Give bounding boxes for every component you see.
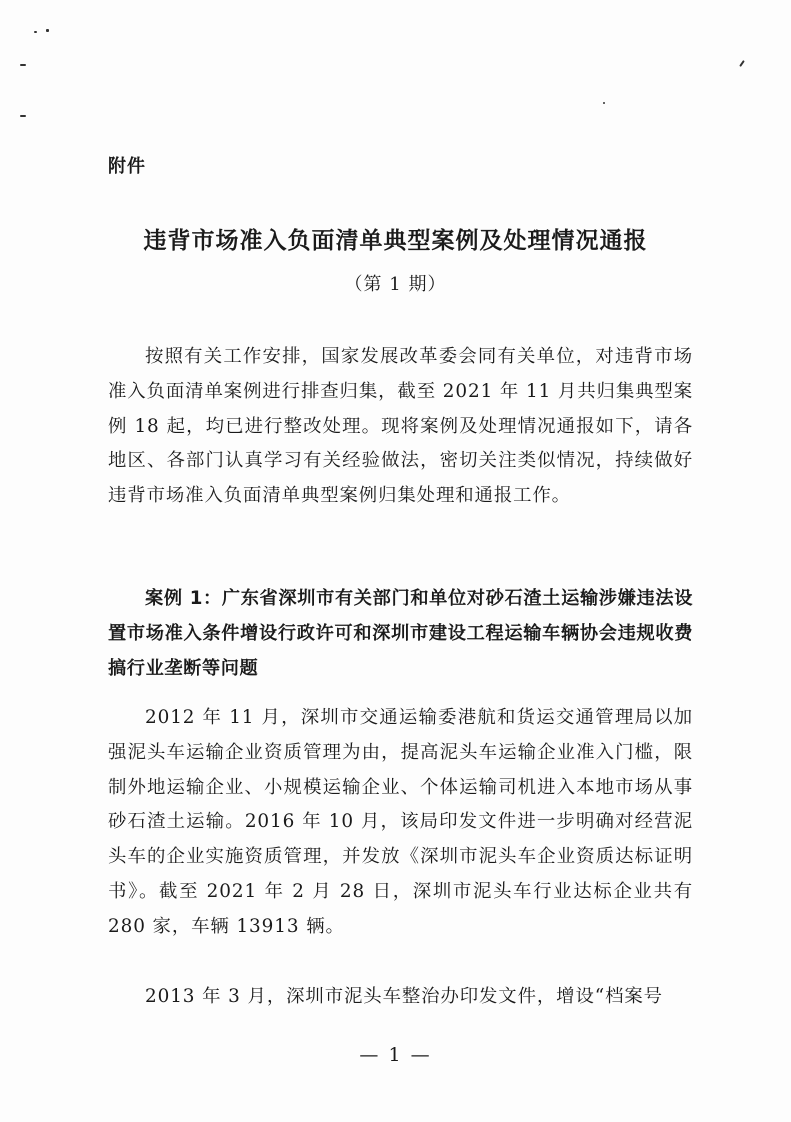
page-number: — 1 — bbox=[359, 1044, 432, 1066]
scan-speck bbox=[46, 29, 49, 32]
scan-speck bbox=[603, 102, 605, 104]
intro-paragraph: 按照有关工作安排，国家发展改革委会同有关单位，对违背市场准入负面清单案例进行排查归集，截至 2021 年 11 月共归集典型案例 18 起，均已进行整改处理。现将案例及处理情况通报如下，请各地区、各部门认真学习有关经验做法，密切关注类似情况，持续做好违背市场准入负面清单典型案例归集处理和通报工作。 bbox=[108, 346, 693, 507]
case-1-paragraph-2: 2013 年 3 月，深圳市泥头车整治办印发文件，增设“档案号 bbox=[145, 986, 663, 1007]
attachment-label: 附件 bbox=[108, 156, 146, 177]
scan-speck bbox=[34, 31, 37, 33]
scan-speck bbox=[20, 64, 26, 66]
case-1-heading: 案例 1：广东省深圳市有关部门和单位对砂石渣土运输涉嫌违法设置市场准入条件增设行政许可和深圳市建设工程运输车辆协会违规收费搞行业垄断等问题 bbox=[108, 588, 693, 679]
case-1-paragraph-1: 2012 年 11 月，深圳市交通运输委港航和货运交通管理局以加强泥头车运输企业资质管理为由，提高泥头车运输企业准入门槛，限制外地运输企业、小规模运输企业、个体运输司机进入本地市场从事砂石渣土运输。2016 年 10 月，该局印发文件进一步明确对经营泥头车的企业实施资质管理，并发放《深圳市泥头车企业资质达标证明书》。截至 2021 年 2 月 28 日，深圳市泥头车行业达标企业共有 280 家，车辆 13913 辆。 bbox=[108, 707, 693, 937]
document-title: 违背市场准入负面清单典型案例及处理情况通报 bbox=[143, 228, 648, 254]
scan-speck bbox=[739, 60, 745, 67]
issue-number: （第 1 期） bbox=[344, 274, 447, 295]
scan-speck bbox=[20, 115, 26, 117]
